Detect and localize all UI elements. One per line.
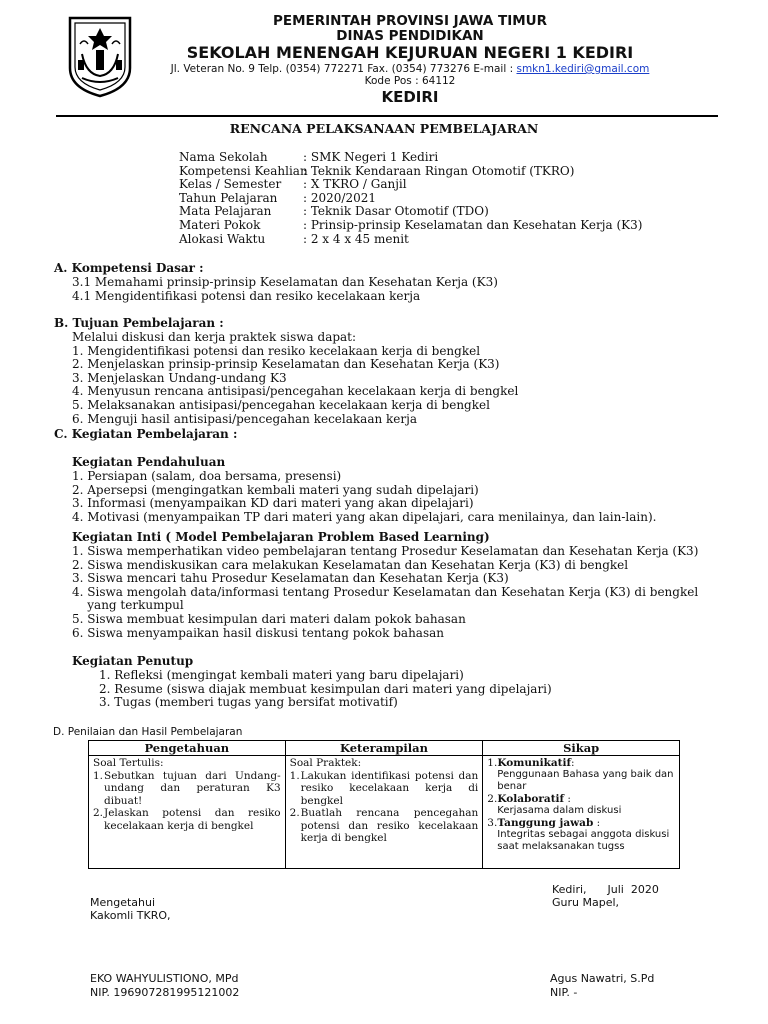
header-sikap: Sikap bbox=[483, 741, 680, 756]
list-item bbox=[93, 807, 281, 832]
list-item: 1. Siswa memperhatikan video pembelajaran tentang Prosedur Keselamatan dan Kesehatan Kerja (K3) bbox=[72, 544, 699, 558]
identity-row bbox=[179, 205, 489, 219]
identity-value: : Teknik Dasar Otomotif (TDO) bbox=[303, 204, 489, 219]
identity-value: : 2 x 4 x 45 menit bbox=[303, 231, 409, 246]
east-java-emblem-logo bbox=[66, 14, 134, 98]
identity-label: Tahun Pelajaran bbox=[179, 190, 278, 205]
gov-header: PEMERINTAH PROVINSI JAWA TIMUR bbox=[272, 13, 548, 29]
item-number: 2. bbox=[93, 807, 104, 819]
item-suffix: : bbox=[571, 757, 575, 769]
table-row bbox=[89, 756, 680, 869]
table-header-row bbox=[89, 741, 680, 756]
identity-row bbox=[179, 165, 574, 179]
list-item: 2. Menjelaskan prinsip-prinsip Keselamatan dan Kesehatan Kerja (K3) bbox=[72, 357, 500, 372]
pendahuluan-title: Kegiatan Pendahuluan bbox=[72, 455, 226, 469]
signature-left-name: EKO WAHYULISTIONO, MPd bbox=[90, 972, 239, 985]
section-b-intro: Melalui diskusi dan kerja praktek siswa dapat: bbox=[72, 330, 357, 344]
signature-date: Kediri, Juli 2020 bbox=[552, 883, 659, 896]
item-number: 3. bbox=[487, 817, 498, 829]
identity-label: Alokasi Waktu bbox=[179, 231, 266, 246]
item-text: Jelaskan potensi dan resiko kecelakaan kerja di bengkel bbox=[104, 807, 281, 832]
identity-label: Materi Pokok bbox=[179, 218, 261, 232]
item-desc: Integritas sebagai anggota diskusi saat melaksanakan tugss bbox=[497, 829, 670, 852]
list-item: 1. Persiapan (salam, doa bersama, presensi) bbox=[72, 469, 342, 483]
list-item: 5. Siswa membuat kesimpulan dari materi dalam pokok bahasan bbox=[72, 612, 466, 626]
signature-role-right: Guru Mapel, bbox=[552, 896, 620, 909]
item-desc: Penggunaan Bahasa yang baik dan benar bbox=[497, 769, 674, 792]
item-title: Tanggung jawab bbox=[497, 817, 594, 829]
item-suffix: : bbox=[593, 817, 601, 829]
cell-title: Soal Tertulis: bbox=[93, 757, 164, 769]
sikap-item bbox=[487, 817, 675, 829]
item-number: 2. bbox=[487, 793, 498, 805]
city-header: KEDIRI bbox=[381, 88, 439, 106]
dept-header: DINAS PENDIDIKAN bbox=[336, 28, 484, 44]
keterampilan-cell bbox=[285, 756, 483, 869]
section-b-title: B. Tujuan Pembelajaran : bbox=[54, 316, 224, 330]
list-item: 2. Siswa mendiskusikan cara melakukan Keselamatan dan Kesehatan Kerja (K3) di bengkel bbox=[72, 557, 629, 572]
identity-label: Mata Pelajaran bbox=[179, 204, 272, 219]
item-suffix: : bbox=[564, 793, 571, 805]
item-text: Sebutkan tujuan dari Undang-undang dan peraturan K3 dibuat! bbox=[104, 769, 281, 807]
list-item bbox=[93, 770, 281, 808]
header-divider bbox=[56, 115, 718, 117]
identity-row bbox=[179, 151, 438, 165]
list-item: 2. Apersepsi (mengingatkan kembali materi yang sudah dipelajari) bbox=[72, 482, 479, 497]
list-item: 4. Siswa mengolah data/informasi tentang Prosedur Keselamatan dan Kesehatan Kerja (K3) di bengkel bbox=[72, 584, 699, 599]
list-item: 4. Menyusun rencana antisipasi/pencegahan kecelakaan kerja di bengkel bbox=[72, 384, 519, 399]
sikap-item bbox=[487, 793, 675, 805]
identity-row bbox=[179, 178, 407, 192]
school-name: SEKOLAH MENENGAH KEJURUAN NEGERI 1 KEDIRI bbox=[186, 43, 634, 62]
pengetahuan-cell bbox=[89, 756, 286, 869]
list-item-continuation: yang terkumpul bbox=[72, 598, 184, 613]
signature-left-line1: Mengetahui bbox=[90, 896, 156, 909]
penutup-title: Kegiatan Penutup bbox=[72, 654, 194, 668]
item-number: 2. bbox=[289, 807, 300, 819]
list-item: 3.1 Memahami prinsip-prinsip Keselamatan dan Kesehatan Kerja (K3) bbox=[72, 275, 498, 289]
list-item: 3. Tugas (memberi tugas yang bersifat motivatif) bbox=[99, 695, 398, 710]
item-title: Kolaboratif bbox=[497, 793, 565, 805]
identity-row bbox=[179, 233, 409, 247]
identity-value: : Prinsip-prinsip Keselamatan dan Kesehatan Kerja (K3) bbox=[303, 218, 643, 232]
section-c-title: C. Kegiatan Pembelajaran : bbox=[54, 427, 238, 441]
item-desc: Kerjasama dalam diskusi bbox=[497, 805, 622, 816]
list-item: 6. Menguji hasil antisipasi/pencegahan kecelakaan kerja bbox=[72, 411, 417, 426]
list-item: 3. Siswa mencari tahu Prosedur Keselamatan dan Kesehatan Kerja (K3) bbox=[72, 571, 509, 586]
identity-value: : 2020/2021 bbox=[303, 190, 376, 205]
identity-value: : SMK Negeri 1 Kediri bbox=[303, 150, 439, 164]
list-item: 5. Melaksanakan antisipasi/pencegahan kecelakaan kerja di bengkel bbox=[72, 398, 490, 412]
section-d-title: D. Penilaian dan Hasil Pembelajaran bbox=[53, 726, 243, 738]
list-item: 3. Informasi (menyampaikan KD dari materi yang akan dipelajari) bbox=[72, 496, 474, 511]
cell-title: Soal Praktek: bbox=[289, 757, 362, 769]
item-title: Komunikatif bbox=[497, 757, 572, 769]
identity-label: Kelas / Semester bbox=[179, 177, 282, 192]
list-item: 4.1 Mengidentifikasi potensi dan resiko kecelakaan kerja bbox=[72, 288, 421, 303]
header-pengetahuan: Pengetahuan bbox=[89, 741, 286, 756]
list-item bbox=[290, 807, 479, 845]
identity-value: : Teknik Kendaraan Ringan Otomotif (TKRO) bbox=[303, 163, 575, 178]
item-number: 1. bbox=[487, 757, 498, 769]
signature-right-nip: NIP. - bbox=[550, 986, 578, 999]
identity-row bbox=[179, 192, 376, 206]
postcode: Kode Pos : 64112 bbox=[364, 75, 456, 87]
signature-right-name: Agus Nawatri, S.Pd bbox=[550, 972, 655, 985]
item-number: 1. bbox=[93, 769, 104, 782]
document-title: RENCANA PELAKSANAAN PEMBELAJARAN bbox=[229, 121, 539, 136]
item-text: Buatlah rencana pencegahan potensi dan resiko kecelakaan kerja di bengkel bbox=[300, 807, 479, 844]
list-item bbox=[290, 770, 479, 808]
item-number: 1. bbox=[289, 769, 300, 782]
email-link[interactable]: smkn1.kediri@gmail.com bbox=[516, 63, 650, 75]
sikap-item bbox=[487, 757, 675, 769]
identity-label: Nama Sekolah bbox=[179, 150, 268, 164]
signature-left-nip: NIP. 196907281995121002 bbox=[90, 986, 240, 999]
header-keterampilan: Keterampilan bbox=[285, 741, 483, 756]
identity-label: Kompetensi Keahlian bbox=[179, 163, 308, 178]
identity-value: : X TKRO / Ganjil bbox=[303, 177, 407, 192]
list-item: 1. Refleksi (mengingat kembali materi yang baru dipelajari) bbox=[99, 668, 464, 682]
sikap-cell bbox=[483, 756, 680, 869]
address-text: Jl. Veteran No. 9 Telp. (0354) 772271 Fax. (0354) 773276 E-mail : bbox=[170, 63, 517, 75]
item-text: Lakukan identifikasi potensi dan resiko kecelakaan kerja di bengkel bbox=[300, 769, 479, 807]
assessment-table bbox=[88, 740, 680, 869]
list-item: 3. Menjelaskan Undang-undang K3 bbox=[72, 370, 287, 385]
list-item: 6. Siswa menyampaikan hasil diskusi tentang pokok bahasan bbox=[72, 625, 445, 640]
section-a-title: A. Kompetensi Dasar : bbox=[54, 261, 204, 275]
signature-left-line2: Kakomli TKRO, bbox=[90, 909, 171, 922]
school-address bbox=[130, 63, 690, 75]
list-item: 2. Resume (siswa diajak membuat kesimpulan dari materi yang dipelajari) bbox=[99, 681, 552, 696]
list-item: 1. Mengidentifikasi potensi dan resiko kecelakaan kerja di bengkel bbox=[72, 343, 481, 358]
inti-title: Kegiatan Inti ( Model Pembelajaran Problem Based Learning) bbox=[72, 530, 490, 544]
list-item: 4. Motivasi (menyampaikan TP dari materi yang akan dipelajari, cara menilainya, dan lain-lain). bbox=[72, 509, 657, 524]
identity-row bbox=[179, 219, 642, 233]
